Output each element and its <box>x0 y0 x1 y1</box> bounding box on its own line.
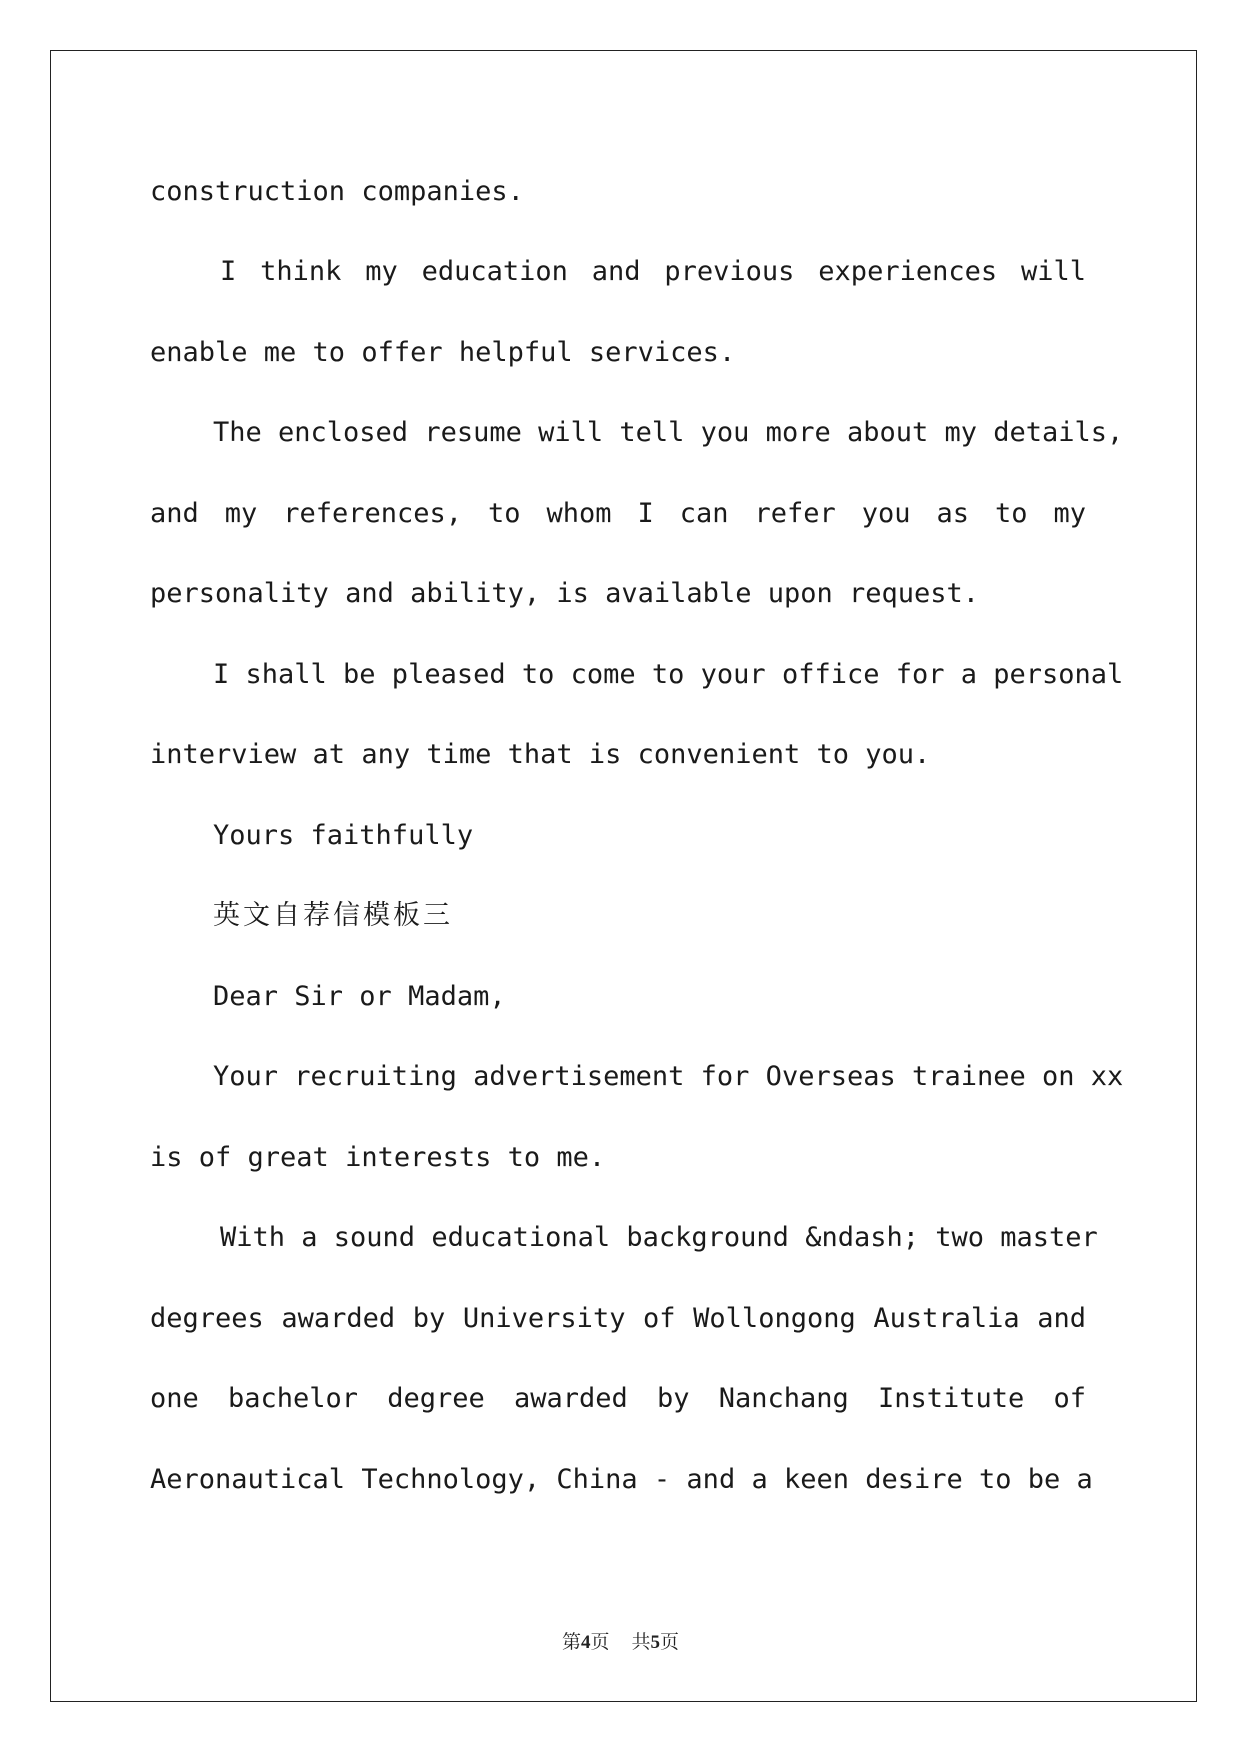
text-line-12: Your recruiting advertisement for Overseas trainee on xx <box>213 1061 1124 1092</box>
text-line-17: Aeronautical Technology, China - and a keen desire to be a <box>150 1464 1093 1495</box>
section-heading: 英文自荐信模板三 <box>213 900 453 931</box>
page-footer <box>0 1627 1241 1654</box>
text-line-7: I shall be pleased to come to your office for a personal <box>213 659 1124 690</box>
page-border <box>50 50 1197 1702</box>
text-line-15: degrees awarded by University of Wollongong Australia and <box>150 1303 1086 1334</box>
footer-prefix: 第 <box>561 1631 581 1653</box>
footer-current-page: 4 <box>580 1632 591 1653</box>
text-line-2: I think my education and previous experiences will <box>220 256 1086 287</box>
text-line-13: is of great interests to me. <box>150 1142 606 1173</box>
footer-total-prefix: 共 <box>631 1631 651 1653</box>
footer-total-suffix: 页 <box>660 1631 680 1653</box>
footer-page-suffix: 页 <box>590 1631 610 1653</box>
text-line-4: The enclosed resume will tell you more about my details, <box>213 417 1124 448</box>
footer-total-pages: 5 <box>650 1632 661 1653</box>
text-line-6: personality and ability, is available upon request. <box>150 578 980 609</box>
text-line-8: interview at any time that is convenient to you. <box>150 739 931 770</box>
salutation-line: Dear Sir or Madam, <box>213 981 506 1012</box>
closing-line: Yours faithfully <box>213 820 474 851</box>
text-line-3: enable me to offer helpful services. <box>150 337 736 368</box>
text-line-1: construction companies. <box>150 176 524 207</box>
text-line-5: and my references, to whom I can refer you as to my <box>150 498 1086 529</box>
text-line-16: one bachelor degree awarded by Nanchang Institute of <box>150 1383 1086 1414</box>
text-line-14: With a sound educational background &ndash; two master <box>220 1222 1098 1253</box>
